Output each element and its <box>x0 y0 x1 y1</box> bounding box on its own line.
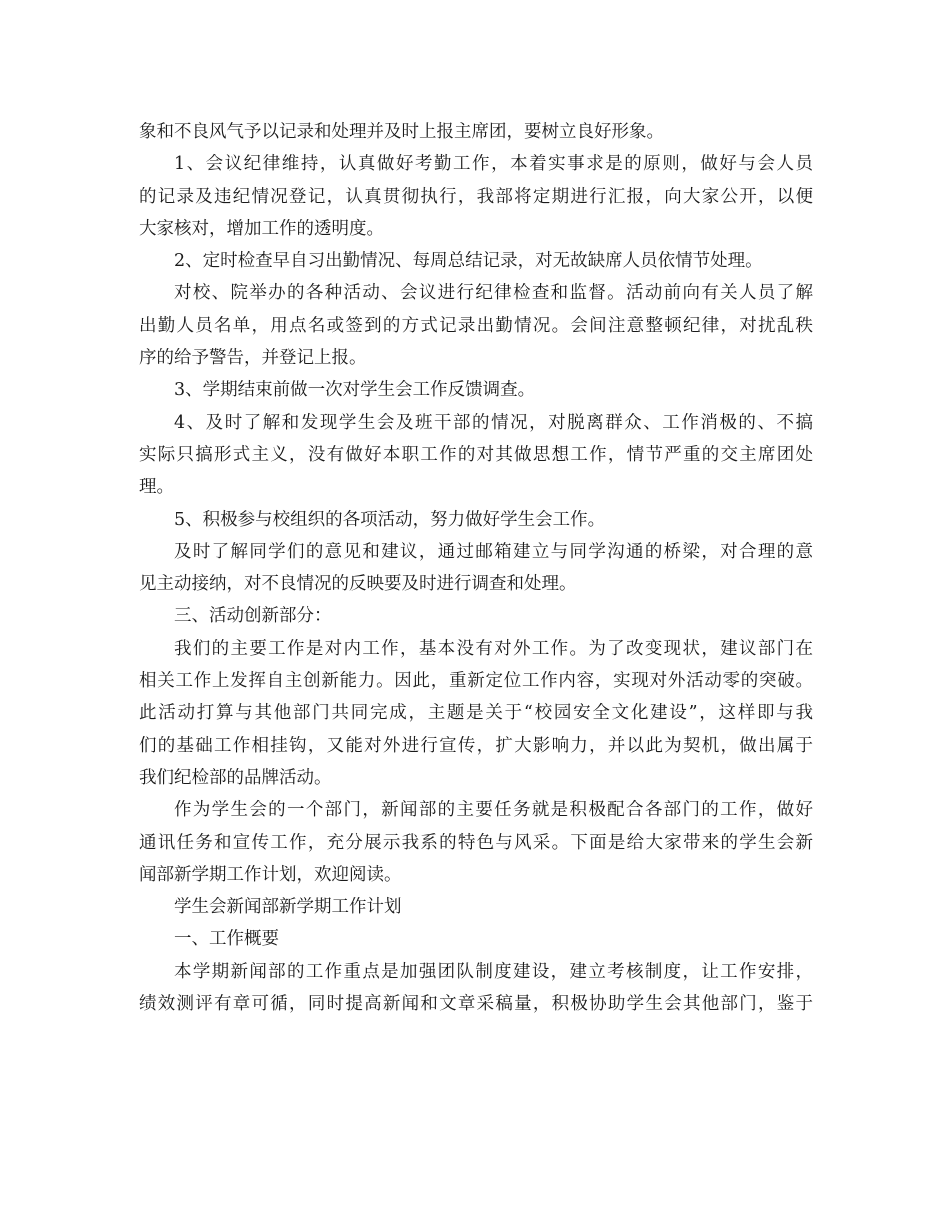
text-line: 相关工作上发挥自主创新能力。因此，重新定位工作内容，实现对外活动零的突破。 <box>139 671 813 692</box>
text-line: 见主动接纳，对不良情况的反映要及时进行调查和处理。 <box>139 574 577 595</box>
text-line: 三、活动创新部分： <box>174 606 332 627</box>
text-line: 我们的主要工作是对内工作，基本没有对外工作。为了改变现状，建议部门在 <box>174 638 813 659</box>
text-line: 及时了解同学们的意见和建议，通过邮箱建立与同学沟通的桥梁，对合理的意 <box>174 541 813 562</box>
text-line: 出勤人员名单，用点名或签到的方式记录出勤情况。会间注意整顿纪律，对扰乱秩 <box>139 315 813 336</box>
text-line: 象和不良风气予以记录和处理并及时上报主席团，要树立良好形象。 <box>139 122 664 142</box>
text-line: 4、及时了解和发现学生会及班干部的情况，对脱离群众、工作消极的、不搞 <box>174 412 813 433</box>
text-line: 序的给予警告，并登记上报。 <box>139 348 367 369</box>
text-line: 我们纪检部的品牌活动。 <box>139 767 332 788</box>
text-line: 闻部新学期工作计划，欢迎阅读。 <box>139 864 402 885</box>
text-line: 此活动打算与其他部门共同完成，主题是关于“校园安全文化建设”，这样即与我 <box>139 703 813 724</box>
text-line: 大家核对，增加工作的透明度。 <box>139 218 384 239</box>
text-line: 理。 <box>139 477 174 498</box>
text-line: 绩效测评有章可循，同时提高新闻和文章采稿量，积极协助学生会其他部门，鉴于 <box>139 994 813 1015</box>
text-line: 学生会新闻部新学期工作计划 <box>174 897 402 918</box>
text-line: 1、会议纪律维持，认真做好考勤工作，本着实事求是的原则，做好与会人员 <box>174 154 813 175</box>
text-line: 的记录及违纪情况登记，认真贯彻执行，我部将定期进行汇报，向大家公开，以便 <box>139 186 813 207</box>
text-line: 对校、院举办的各种活动、会议进行纪律检查和监督。活动前向有关人员了解 <box>174 283 813 304</box>
text-line: 实际只搞形式主义，没有做好本职工作的对其做思想工作，情节严重的交主席团处 <box>139 444 813 465</box>
text-line: 3、学期结束前做一次对学生会工作反馈调查。 <box>174 380 536 401</box>
text-line: 们的基础工作相挂钩，又能对外进行宣传，扩大影响力，并以此为契机，做出属于 <box>139 735 813 756</box>
text-line: 2、定时检查早自习出勤情况、每周总结记录，对无故缺席人员依情节处理。 <box>174 251 763 272</box>
text-line: 一、工作概要 <box>174 929 279 950</box>
text-line: 作为学生会的一个部门，新闻部的主要任务就是积极配合各部门的工作，做好 <box>174 800 813 821</box>
text-line: 通讯任务和宣传工作，充分展示我系的特色与风采。下面是给大家带来的学生会新 <box>139 832 813 853</box>
text-line: 5、积极参与校组织的各项活动，努力做好学生会工作。 <box>174 509 606 530</box>
document-body <box>139 116 813 1020</box>
text-line: 本学期新闻部的工作重点是加强团队制度建设，建立考核制度，让工作安排， <box>174 961 813 982</box>
